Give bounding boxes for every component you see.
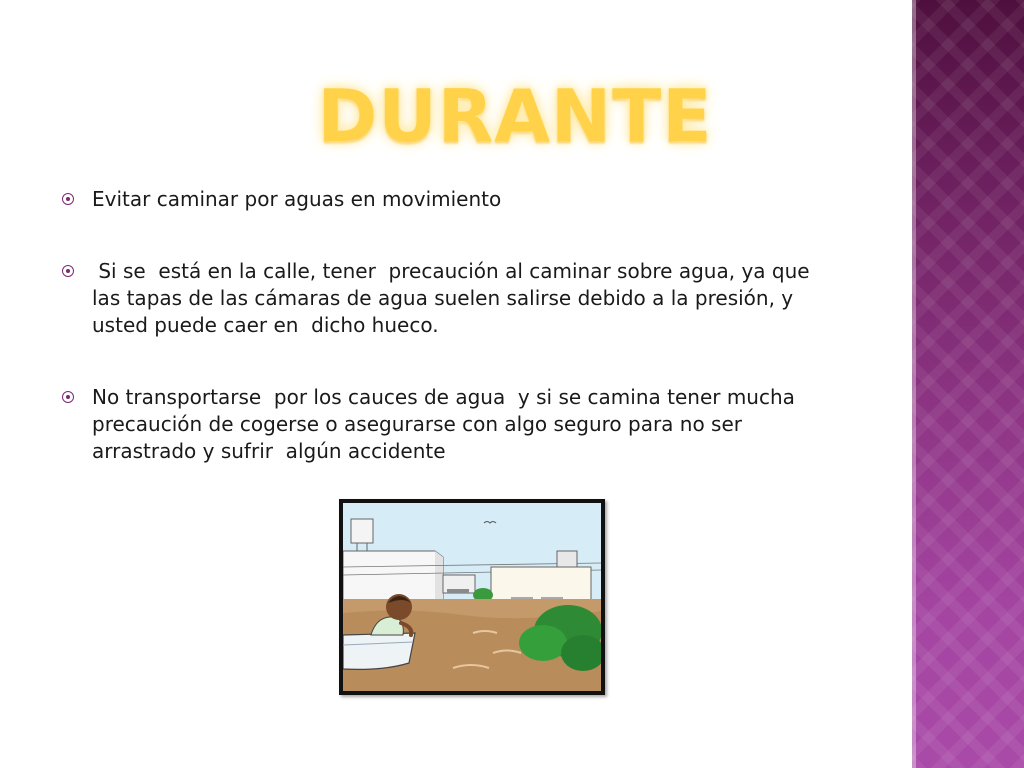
bullet-item-street [62,258,842,339]
bullet-item-walking [62,186,842,213]
bullet-text: No transportarse por los cauces de agua y si se camina tener mucha precaución de cogerse o asegurarse con algo seguro para no ser arrastrado y sufrir algún accidente [92,385,802,463]
decorative-side-band [912,0,1024,768]
boy-in-boat-flooded-street-icon [343,503,601,691]
bullet-list [62,186,842,465]
slide-title: DURANTE [317,74,713,158]
bullet-text: Si se está en la calle, tener precaución al caminar sobre agua, ya que las tapas de las cámaras de agua suelen salirse debido a la presión, y usted puede caer en dicho hueco. [92,259,816,337]
bullet-item-channels [62,384,842,465]
flood-illustration [339,499,605,695]
bullet-text: Evitar caminar por aguas en movimiento [92,187,502,211]
bullet-circle-icon [62,193,74,205]
bullet-circle-icon [62,265,74,277]
bullet-circle-icon [62,391,74,403]
